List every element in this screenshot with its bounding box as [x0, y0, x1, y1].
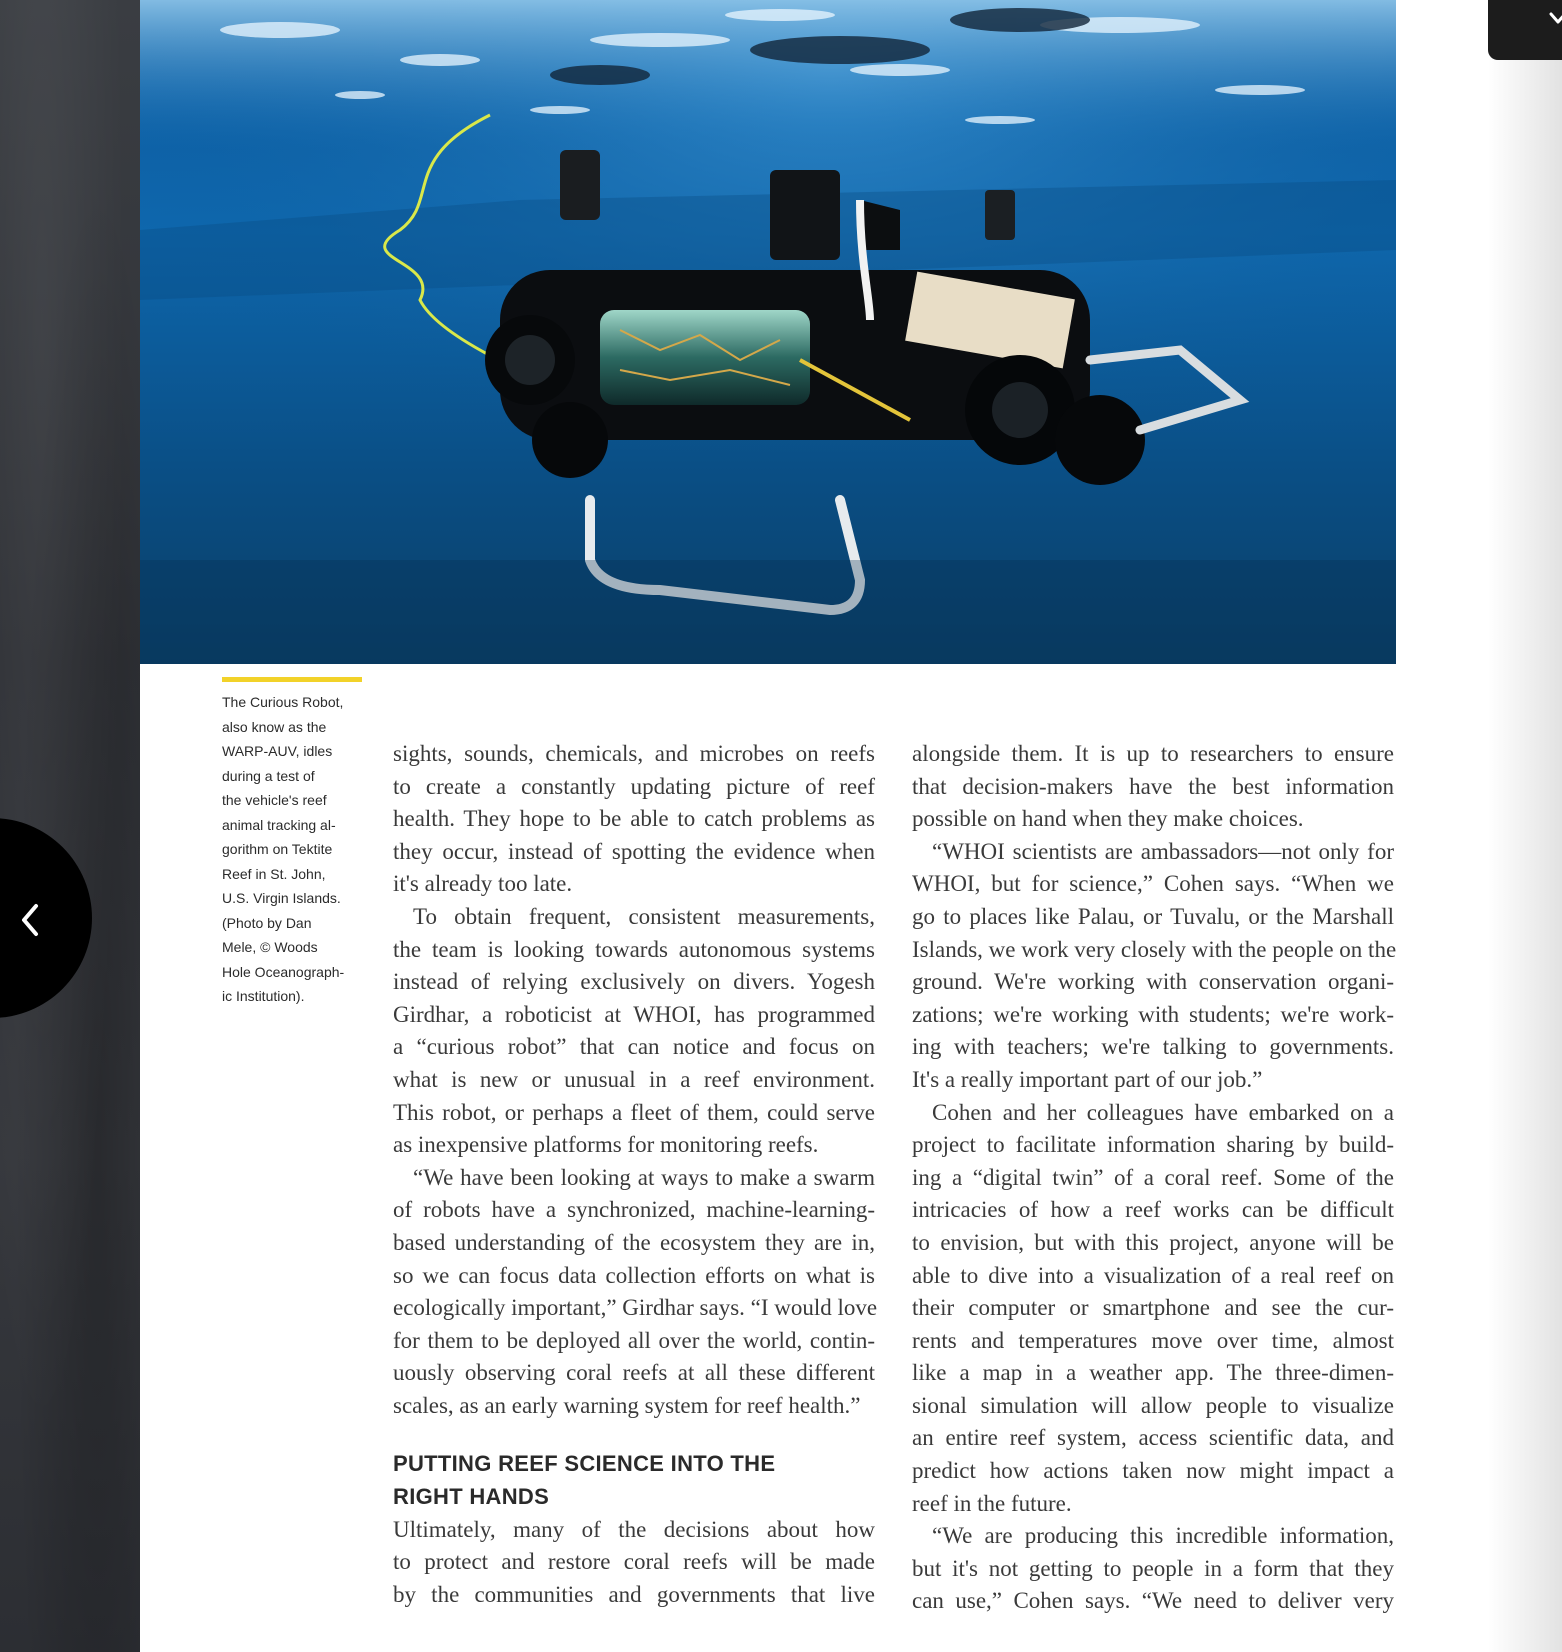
text-line: health. They hope to be able to catch problems as — [393, 806, 875, 832]
text-line: to create a constantly updating picture of reef — [393, 773, 875, 799]
text-line: a “curious robot” that can notice and focus on — [393, 1034, 875, 1060]
text-line: ing a “digital twin” of a coral reef. Some of the — [912, 1164, 1394, 1190]
text-line: ecologically important,” Girdhar says. “I would love — [393, 1295, 878, 1321]
text-line: what is new or unusual in a reef environment. — [393, 1066, 875, 1092]
text-line: zations; we're working with students; we're work- — [912, 1001, 1394, 1027]
article-column-1 — [393, 738, 878, 1611]
text-line: to protect and restore coral reefs will be made — [393, 1549, 875, 1575]
text-line: to envision, but with this project, anyone will be — [912, 1229, 1394, 1255]
caption-line: during a test of — [222, 767, 315, 784]
article-column-2 — [912, 738, 1397, 1618]
text-line: WHOI, but for science,” Cohen says. “When we — [912, 871, 1394, 897]
text-line: scales, as an early warning system for reef health.” — [393, 1392, 861, 1418]
text-line: ing with teachers; we're talking to governments. — [912, 1034, 1394, 1060]
text-line: like a map in a weather app. The three-dimen- — [912, 1360, 1394, 1386]
text-line: “We are producing this incredible information, — [932, 1523, 1394, 1549]
text-line: “WHOI scientists are ambassadors—not only for — [932, 838, 1394, 864]
caption-line: The Curious Robot, — [222, 694, 344, 710]
text-line: intricacies of how a reef works can be difficult — [912, 1197, 1394, 1223]
section-gap — [393, 1422, 875, 1448]
text-line: that decision-makers have the best information — [912, 773, 1394, 799]
text-line: based understanding of the ecosystem they are in, — [393, 1229, 875, 1255]
text-line: of robots have a synchronized, machine-learning- — [393, 1197, 875, 1223]
text-line: they occur, instead of spotting the evidence when — [393, 838, 875, 864]
section-heading: RIGHT HANDS — [393, 1484, 550, 1510]
text-line: To obtain frequent, consistent measurements, — [413, 903, 875, 929]
caption-line: (Photo by Dan — [222, 914, 312, 931]
caption-line: also know as the — [222, 718, 327, 735]
text-line: ground. We're working with conservation organi- — [912, 969, 1394, 995]
text-line: an entire reef system, access scientific data, and — [912, 1425, 1394, 1451]
text-line: their computer or smartphone and see the cur- — [912, 1295, 1394, 1321]
underwater-robot-photo — [140, 0, 1396, 664]
caption-line: gorithm on Tektite — [222, 841, 333, 857]
text-line: reef in the future. — [912, 1490, 1072, 1516]
text-line: it's already too late. — [393, 871, 573, 897]
photo-caption — [222, 690, 370, 1009]
menu-tab-button[interactable] — [1488, 0, 1562, 60]
chevron-left-icon — [18, 902, 42, 938]
magazine-page — [140, 0, 1488, 1652]
text-line: uously observing coral reefs at all these different — [393, 1360, 875, 1386]
caption-line: ic Institution). — [222, 988, 305, 1004]
text-line: able to dive into a visualization of a real reef on — [912, 1262, 1394, 1288]
caption-line: Mele, © Woods — [222, 939, 318, 955]
text-line: possible on hand when they make choices. — [912, 806, 1304, 832]
text-line: sional simulation will allow people to visualize — [912, 1392, 1394, 1418]
text-line: alongside them. It is up to researchers to ensure — [912, 741, 1394, 766]
right-margin-background — [1488, 0, 1562, 1652]
section-heading: PUTTING REEF SCIENCE INTO THE — [393, 1451, 776, 1477]
text-line: Girdhar, a roboticist at WHOI, has programmed — [393, 1001, 875, 1027]
text-line: Ultimately, many of the decisions about how — [393, 1516, 875, 1542]
caption-line: animal tracking al- — [222, 816, 336, 833]
text-line: but it's not getting to people in a form that they — [912, 1555, 1394, 1581]
text-line: so we can focus data collection efforts on what is — [393, 1262, 875, 1288]
text-line: can use,” Cohen says. “We need to deliver very — [912, 1588, 1394, 1614]
text-line: Islands, we work very closely with the people on the — [912, 936, 1397, 962]
caption-line: U.S. Virgin Islands. — [222, 890, 341, 906]
text-line: rents and temperatures move over time, almost — [912, 1327, 1394, 1353]
text-line: as inexpensive platforms for monitoring reefs. — [393, 1132, 819, 1158]
text-line: the team is looking towards autonomous systems — [393, 936, 875, 962]
text-line: It's a really important part of our job.” — [912, 1066, 1263, 1092]
caption-line: Reef in St. John, — [222, 865, 326, 882]
text-line: sights, sounds, chemicals, and microbes on reefs — [393, 741, 875, 766]
text-line: by the communities and governments that live — [393, 1581, 875, 1607]
caption-line: WARP-AUV, idles — [222, 743, 333, 759]
text-line: for them to be deployed all over the world, contin- — [393, 1327, 875, 1353]
text-line: Cohen and her colleagues have embarked on a — [932, 1099, 1394, 1125]
caption-line: Hole Oceanograph- — [222, 963, 345, 980]
caption-accent-bar — [222, 677, 362, 682]
text-line: project to facilitate information sharing by build- — [912, 1132, 1394, 1158]
chevron-down-icon — [1548, 10, 1562, 26]
text-line: instead of relying exclusively on divers. Yogesh — [393, 969, 875, 995]
text-line: This robot, or perhaps a fleet of them, could serve — [393, 1099, 875, 1125]
caption-line: the vehicle's reef — [222, 792, 327, 808]
text-line: predict how actions taken now might impact a — [912, 1458, 1394, 1484]
text-line: “We have been looking at ways to make a swarm — [413, 1164, 875, 1190]
text-line: go to places like Palau, or Tuvalu, or the Marshall — [912, 903, 1394, 929]
